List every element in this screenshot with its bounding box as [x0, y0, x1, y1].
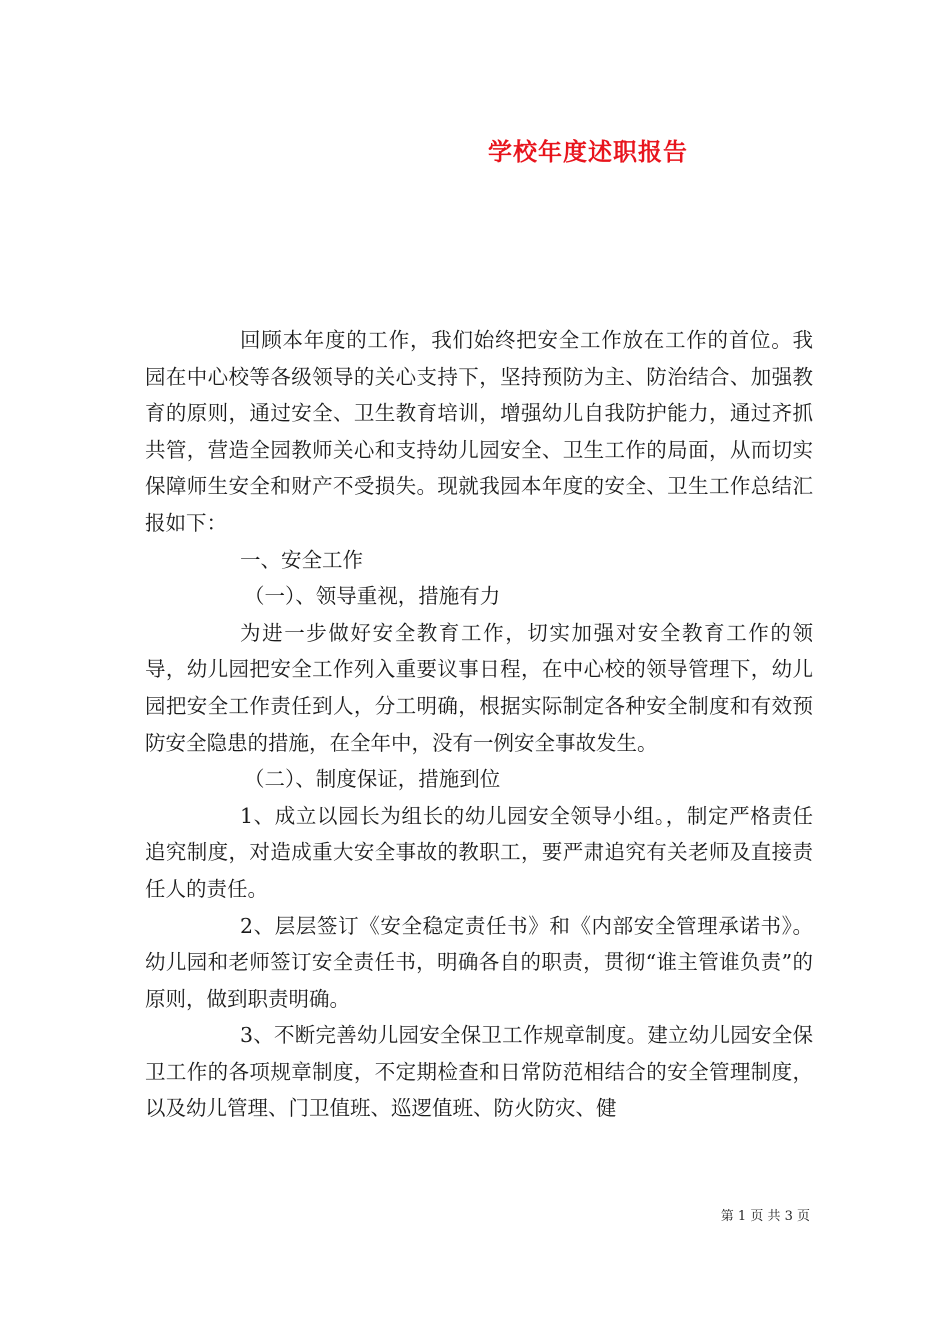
document-body: [145, 322, 813, 1127]
page-number-footer: 第 1 页 共 3 页: [720, 1209, 810, 1224]
document-title: 学校年度述职报告: [488, 137, 688, 166]
paragraph-intro: 回顾本年度的工作，我们始终把安全工作放在工作的首位。我园在中心校等各级领导的关心支持下，坚持预防为主、防治结合、加强教育的原则，通过安全、卫生教育培训，增强幼儿自我防护能力，通过齐抓共管，营造全园教师关心和支持幼儿园安全、卫生工作的局面，从而切实保障师生安全和财产不受损失。现就我园本年度的安全、卫生工作总结汇报如下：: [145, 328, 813, 535]
subsection-heading-2: （二）、制度保证，措施到位: [244, 767, 501, 792]
section-heading-safety: 一、安全工作: [240, 547, 363, 572]
subsection-heading-1: （一）、领导重视，措施有力: [244, 584, 501, 609]
paragraph-leadership: 为进一步做好安全教育工作，切实加强对安全教育工作的领导，幼儿园把安全工作列入重要议事日程，在中心校的领导管理下，幼儿园把安全工作责任到人，分工明确，根据实际制定各种安全制度和有效预防安全隐患的措施，在全年中，没有一例安全事故发生。: [145, 620, 813, 755]
paragraph-item-3: 3、不断完善幼儿园安全保卫工作规章制度。建立幼儿园安全保卫工作的各项规章制度，不定期检查和日常防范相结合的安全管理制度，以及幼儿管理、门卫值班、巡逻值班、防火防灾、健: [145, 1023, 813, 1121]
paragraph-item-2: 2、层层签订《安全稳定责任书》和《内部安全管理承诺书》。幼儿园和老师签订安全责任书，明确各自的职责，贯彻“谁主管谁负责”的原则，做到职责明确。: [145, 913, 813, 1011]
paragraph-item-1: 1、成立以园长为组长的幼儿园安全领导小组。，制定严格责任追究制度，对造成重大安全事故的教职工，要严肃追究有关老师及直接责任人的责任。: [145, 803, 813, 901]
